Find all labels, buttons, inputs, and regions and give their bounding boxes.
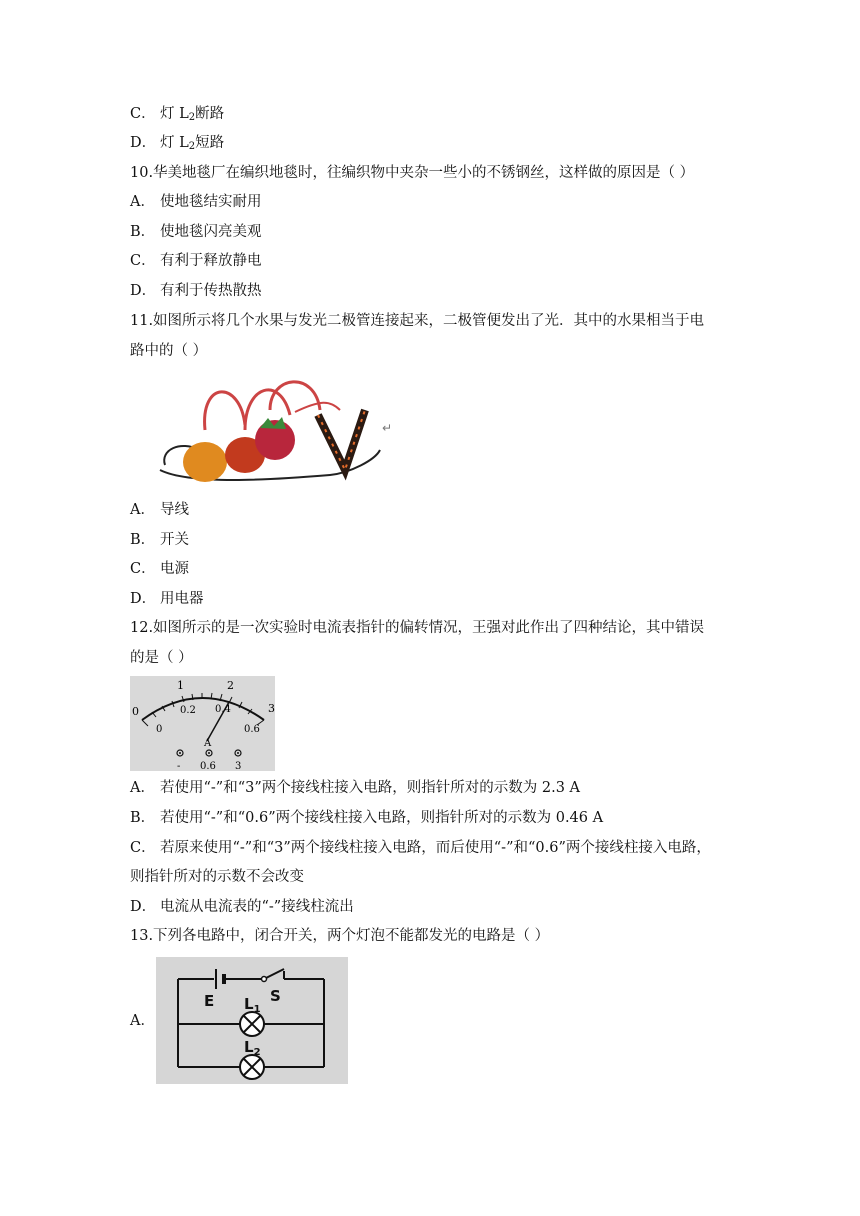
q12-stem-line2: 的是（ ） — [130, 650, 193, 666]
q13-stem: 13.下列各电路中，闭合开关，两个灯泡不能都发光的电路是（ ） — [130, 928, 550, 944]
lamp2-label: $L_2$ — [244, 1038, 261, 1058]
lamp1-label: $L_1$ — [244, 995, 261, 1015]
scale-label-bottom: 0.6 — [244, 724, 260, 735]
ammeter-image — [130, 676, 275, 771]
q11-option-d: D． 用电器 — [130, 591, 204, 607]
q12-option-c-continued: 则指针所对的示数不会改变 — [130, 869, 304, 885]
scale-label-top: 3 — [268, 702, 275, 715]
q11-option-a: A． 导线 — [130, 502, 189, 518]
q10-option-c: C． 有利于释放静电 — [130, 253, 262, 269]
scale-label-top: 1 — [177, 679, 184, 692]
q11-stem-line2: 路中的（ ） — [130, 343, 208, 359]
scale-label-bottom: 0 — [156, 724, 163, 735]
unit-label: A — [204, 738, 212, 749]
return-mark: ↵ — [382, 421, 393, 435]
q12-option-a: A． 若使用“-”和“3”两个接线柱接入电路，则指针所对的示数为 2.3 A — [130, 780, 581, 796]
scale-label-top: 2 — [227, 679, 234, 692]
q10-option-b: B． 使地毯闪亮美观 — [130, 224, 262, 240]
q9-option-d: D． 灯 $L_2$短路 — [130, 135, 225, 152]
terminal-label: 3 — [235, 761, 242, 771]
scale-label-bottom: 0.4 — [215, 704, 231, 715]
scale-label-bottom: 0.2 — [180, 705, 196, 716]
q12-option-b: B． 若使用“-”和“0.6”两个接线柱接入电路，则指针所对的示数为 0.46 A — [130, 810, 604, 826]
q9-option-c: C． 灯 $L_2$断路 — [130, 106, 225, 123]
q12-option-d: D． 电流从电流表的“-”接线柱流出 — [130, 899, 354, 915]
q10-stem: 10.华美地毯厂在编织地毯时，往编织物中夹杂一些小的不锈钢丝，这样做的原因是（ ） — [130, 165, 695, 181]
q10-option-d: D． 有利于传热散热 — [130, 283, 262, 299]
terminal-label: - — [177, 761, 181, 771]
q11-option-c: C． 电源 — [130, 561, 189, 577]
q11-stem-line1: 11.如图所示将几个水果与发光二极管连接起来，二极管便发出了光．其中的水果相当于电 — [130, 313, 705, 329]
q12-option-c: C． 若原来使用“-”和“3”两个接线柱接入电路，而后使用“-”和“0.6”两个接线柱接入电路， — [130, 840, 711, 856]
battery-label: E — [204, 992, 215, 1010]
scale-label-top: 0 — [132, 705, 139, 718]
q10-option-a: A． 使地毯结实耐用 — [130, 194, 262, 210]
q11-option-b: B． 开关 — [130, 532, 189, 548]
q13-option-a-letter: A． — [130, 1013, 155, 1029]
switch-label: S — [270, 987, 281, 1005]
q12-stem-line1: 12.如图所示的是一次实验时电流表指针的偏转情况，王强对此作出了四种结论，其中错误 — [130, 620, 705, 636]
terminal-label: 0.6 — [200, 761, 216, 771]
circuit-diagram-a — [156, 957, 348, 1084]
fruit-battery-image — [150, 370, 400, 490]
